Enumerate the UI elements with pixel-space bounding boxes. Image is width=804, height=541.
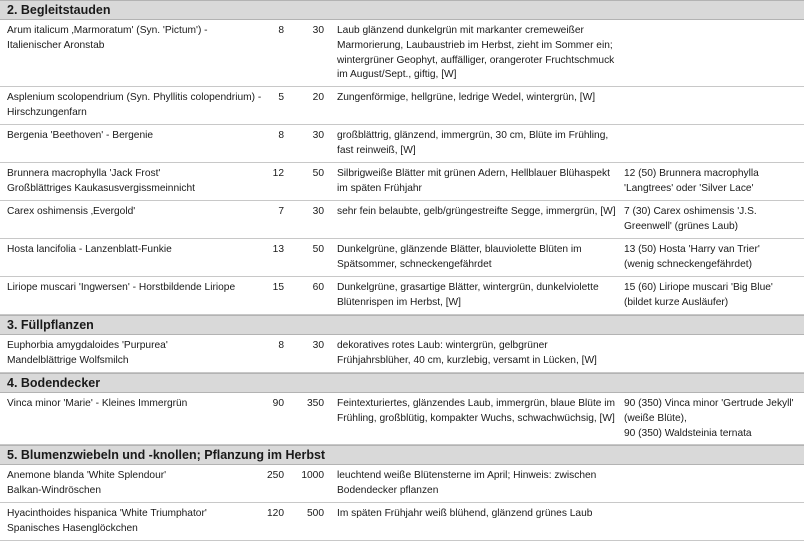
section-header: 2. Begleitstauden <box>0 0 804 20</box>
cell-line: Arum italicum ‚Marmoratum' (Syn. 'Pictum') - <box>7 25 208 36</box>
cell-line: Hosta lancifolia - Lanzenblatt-Funkie <box>7 244 172 255</box>
table-row <box>0 393 804 445</box>
quantity-total: 60 <box>312 282 324 293</box>
cell-line: leuchtend weiße Blütensterne im April; Hinweis: zwischen <box>337 470 597 481</box>
cell-line: Im späten Frühjahr weiß blühend, glänzend grünes Laub <box>337 508 593 519</box>
cell-line: 12 (50) Brunnera macrophylla <box>624 168 759 179</box>
quantity-total: 50 <box>312 168 324 179</box>
plant-name <box>7 129 265 144</box>
table-row <box>0 465 804 503</box>
plant-alternative <box>624 243 802 273</box>
plant-name <box>7 243 265 258</box>
cell-line: Carex oshimensis ‚Evergold' <box>7 206 136 217</box>
quantity-total: 30 <box>312 206 324 217</box>
cell-line: (wenig schneckengefährdet) <box>624 258 752 270</box>
cell-line: fast reinweiß, [W] <box>337 144 416 156</box>
quantity-value: 8 <box>278 25 284 36</box>
cell-line: Spanisches Hasenglöckchen <box>7 522 138 534</box>
plant-description <box>337 243 617 273</box>
cell-line: (weiße Blüte), <box>624 412 687 424</box>
quantity-value: 90 <box>272 398 284 409</box>
plant-name <box>7 281 265 296</box>
cell-line: Vinca minor 'Marie' - Kleines Immergrün <box>7 398 188 409</box>
plant-alternative <box>624 167 802 197</box>
table-row <box>0 87 804 125</box>
plant-name <box>7 507 265 537</box>
table-row <box>0 125 804 163</box>
cell-line: großblättrig, glänzend, immergrün, 30 cm, Blüte im Frühling, <box>337 130 609 141</box>
table-row <box>0 201 804 239</box>
cell-line: im August/Sept., giftig, [W] <box>337 69 457 81</box>
cell-line: Marmorierung, Laubaustrieb im Herbst, zieht im Sommer ein; <box>337 39 613 51</box>
cell-line: Greenwell' (grünes Laub) <box>624 220 739 232</box>
cell-line: Euphorbia amygdaloides 'Purpurea' <box>7 340 168 351</box>
quantity-total: 30 <box>312 340 324 351</box>
cell-line: 15 (60) Liriope muscari 'Big Blue' <box>624 282 773 293</box>
cell-line: Hirschzungenfarn <box>7 106 87 118</box>
quantity-value: 13 <box>272 244 284 255</box>
plant-name <box>7 469 265 499</box>
cell-line: Silbrigweiße Blätter mit grünen Adern, Hellblauer Blühaspekt <box>337 168 610 179</box>
cell-line: dekoratives rotes Laub: wintergrün, gelbgrüner <box>337 340 548 351</box>
table-row <box>0 503 804 541</box>
cell-line: im späten Frühjahr <box>337 182 422 194</box>
plant-alternative <box>624 205 802 235</box>
plant-alternative <box>624 397 802 441</box>
plant-name <box>7 91 265 121</box>
cell-line: 'Langtrees' oder 'Silver Lace' <box>624 182 754 194</box>
quantity-value: 15 <box>272 282 284 293</box>
cell-line: Zungenförmige, hellgrüne, ledrige Wedel, wintergrün, [W] <box>337 92 596 103</box>
cell-line: Dunkelgrüne, glänzende Blätter, blauviolette Blüten im <box>337 244 582 255</box>
cell-line: Hyacinthoides hispanica 'White Triumphator' <box>7 508 207 519</box>
quantity-value: 8 <box>278 130 284 141</box>
cell-line: Laub glänzend dunkelgrün mit markanter cremeweißer <box>337 25 584 36</box>
section-header: 3. Füllpflanzen <box>0 315 804 335</box>
plant-name <box>7 397 265 412</box>
cell-line: 13 (50) Hosta 'Harry van Trier' <box>624 244 760 255</box>
quantity-total: 500 <box>307 508 324 519</box>
quantity-total: 30 <box>312 25 324 36</box>
cell-line: 7 (30) Carex oshimensis 'J.S. <box>624 206 757 217</box>
plant-description <box>337 469 617 499</box>
cell-line: Frühjahrsblüher, 40 cm, kurzlebig, versamt in Lücken, [W] <box>337 354 597 366</box>
quantity-total: 30 <box>312 130 324 141</box>
cell-line: 90 (350) Waldsteinia ternata <box>624 427 752 439</box>
cell-line: Italienischer Aronstab <box>7 39 105 51</box>
cell-line: Bodendecker pflanzen <box>337 484 439 496</box>
section-header: 4. Bodendecker <box>0 373 804 393</box>
cell-line: Anemone blanda 'White Splendour' <box>7 470 167 481</box>
plant-description <box>337 91 617 106</box>
quantity-total: 20 <box>312 92 324 103</box>
table-row <box>0 20 804 87</box>
quantity-total: 1000 <box>301 470 324 481</box>
cell-line: Feintexturiertes, glänzendes Laub, immergrün, blaue Blüte im <box>337 398 616 409</box>
plant-description <box>337 167 617 197</box>
cell-line: Brunnera macrophylla 'Jack Frost' <box>7 168 161 179</box>
plant-name <box>7 205 265 220</box>
cell-line: Mandelblättrige Wolfsmilch <box>7 354 129 366</box>
quantity-value: 250 <box>267 470 284 481</box>
plant-name <box>7 339 265 369</box>
cell-line: wintergrüner Geophyt, auffälliger, orangeroter Fruchtschmuck <box>337 54 615 66</box>
plant-description <box>337 129 617 159</box>
cell-line: Liriope muscari 'Ingwersen' - Horstbildende Liriope <box>7 282 236 293</box>
cell-line: 90 (350) Vinca minor 'Gertrude Jekyll' <box>624 398 794 409</box>
plant-name <box>7 24 265 54</box>
plant-name <box>7 167 265 197</box>
plant-description <box>337 397 617 427</box>
table-row <box>0 163 804 201</box>
plant-description <box>337 24 617 83</box>
cell-line: Balkan-Windröschen <box>7 484 101 496</box>
cell-line: Großblättriges Kaukasusvergissmeinnicht <box>7 182 195 194</box>
quantity-value: 7 <box>278 206 284 217</box>
plant-alternative <box>624 281 802 311</box>
cell-line: (bildet kurze Ausläufer) <box>624 296 729 308</box>
quantity-value: 5 <box>278 92 284 103</box>
cell-line: sehr fein belaubte, gelb/grüngestreifte Segge, immergrün, [W] <box>337 206 616 217</box>
plant-description <box>337 281 617 311</box>
plant-description <box>337 205 617 220</box>
quantity-total: 350 <box>307 398 324 409</box>
quantity-value: 12 <box>272 168 284 179</box>
quantity-value: 8 <box>278 340 284 351</box>
cell-line: Asplenium scolopendrium (Syn. Phyllitis colopendrium) - <box>7 92 262 103</box>
quantity-total: 50 <box>312 244 324 255</box>
table-row <box>0 335 804 373</box>
plant-description <box>337 507 617 522</box>
section-header: 5. Blumenzwiebeln und -knollen; Pflanzung im Herbst <box>0 445 804 465</box>
cell-line: Blütenrispen im Herbst, [W] <box>337 296 461 308</box>
quantity-value: 120 <box>267 508 284 519</box>
cell-line: Frühling, großblütig, kompakter Wuchs, schwachwüchsig, [W] <box>337 412 615 424</box>
table-row <box>0 277 804 315</box>
plant-description <box>337 339 617 369</box>
cell-line: Spätsommer, schneckengefährdet <box>337 258 492 270</box>
cell-line: Dunkelgrüne, grasartige Blätter, wintergrün, dunkelviolette <box>337 282 599 293</box>
table-row <box>0 239 804 277</box>
cell-line: Bergenia 'Beethoven' - Bergenie <box>7 130 154 141</box>
